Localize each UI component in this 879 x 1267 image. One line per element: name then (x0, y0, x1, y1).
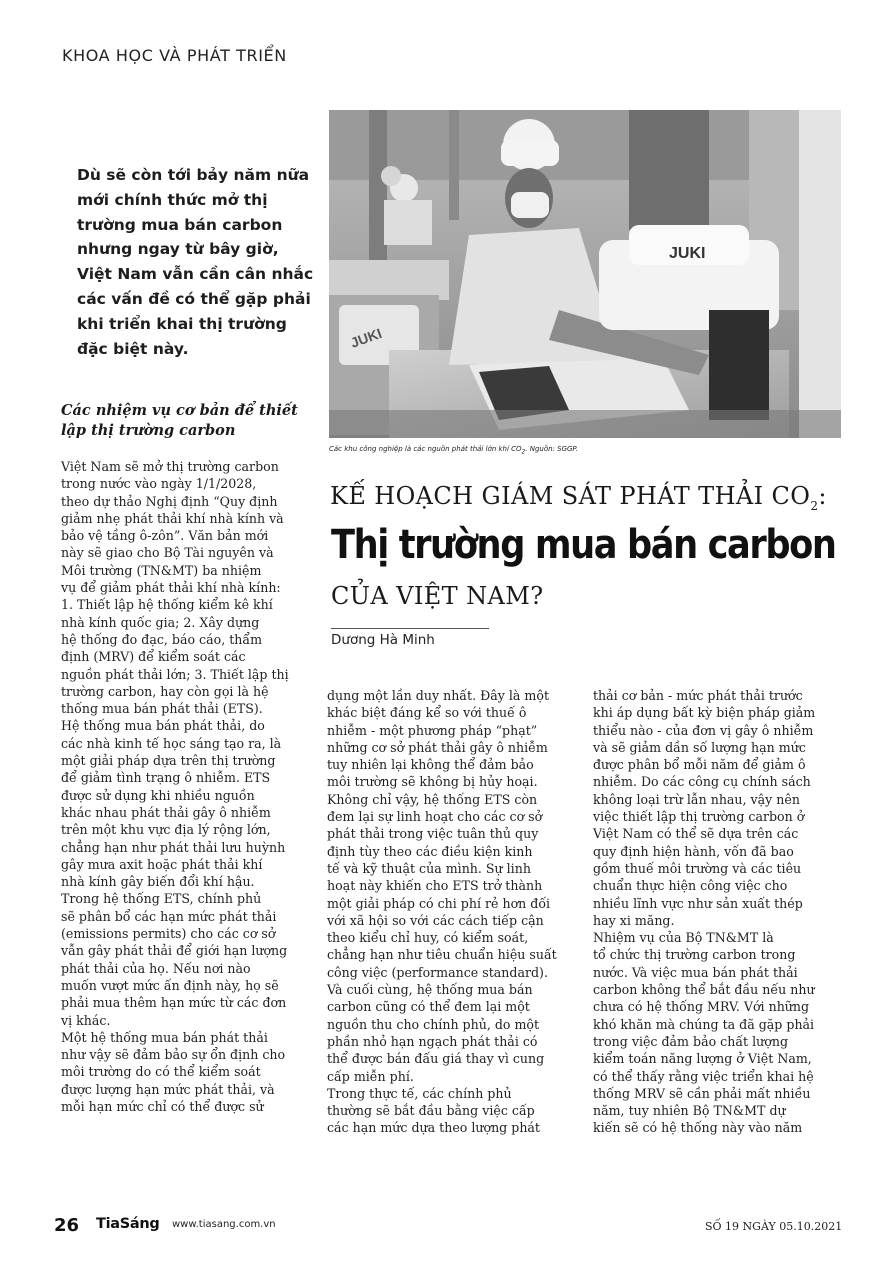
photo-caption: Các khu công nghiệp là các nguồn phát thải lớn khí $CO_2$. Nguồn: SGGP. (329, 445, 578, 456)
machine-brand-right: JUKI (669, 245, 706, 262)
magazine-url: www.tiasang.com.vn (172, 1219, 276, 1230)
body-text-line: Và cuối cùng, hệ thống mua bán (327, 982, 533, 998)
body-text-line: Hệ thống mua bán phát thải, do (61, 718, 265, 734)
body-text-line: cấp miễn phí. (327, 1068, 414, 1084)
body-text-line: 1. Thiết lập hệ thống kiểm kê khí (61, 597, 273, 613)
body-text-line: nguồn thu cho chính phủ, do một (327, 1016, 540, 1032)
body-text-line: định (MRV) để kiểm soát các (61, 649, 246, 665)
body-text-line: thống mua bán phát thải (ETS). (61, 701, 263, 717)
body-text-line: gồm thuế môi trường và các tiêu (593, 860, 802, 876)
body-text-line: mỗi hạn mức chỉ có thể được sử (61, 1098, 264, 1114)
body-text-line: gây mưa axit hoặc phát thải khí (61, 856, 263, 872)
body-text-line: vẫn gây phát thải để giới hạn lượng (61, 943, 288, 959)
body-text-line: trường carbon, hay còn gọi là hệ (61, 683, 269, 699)
body-text-line: trong nước vào ngày 1/1/2028, (61, 476, 257, 492)
body-text-line: một giải pháp có chi phí rẻ hơn đối (327, 895, 551, 911)
body-text-line: tổ chức thị trường carbon trong (593, 947, 796, 963)
body-text-line: đem lại sự linh hoạt cho các cơ sở (327, 809, 543, 825)
body-text-line: Trong thực tế, các chính phủ (327, 1085, 512, 1101)
author-byline: Dương Hà Minh (331, 632, 435, 648)
body-text-line: việc thiết lập thị trường carbon ở (593, 809, 805, 825)
body-text-line: thống MRV sẽ cần phải mất nhiều (593, 1085, 811, 1101)
body-text-line: vị khác. (61, 1012, 111, 1028)
body-text-line: này sẽ giao cho Bộ Tài nguyên và (61, 545, 274, 561)
body-text-line: thải cơ bản - mức phát thải trước (593, 688, 803, 703)
body-text-line: khác nhau phát thải gây ô nhiễm (61, 804, 271, 820)
body-text-line: phải mua thêm hạn mức từ các đơn (61, 995, 287, 1011)
factory-worker-photo (329, 110, 841, 438)
headline-kicker: KẾ HOẠCH GIÁM SÁT PHÁT THẢI $CO_2$: (330, 482, 827, 513)
body-text-line: tế và kỹ thuật của mình. Sự linh (327, 860, 531, 876)
page-number: 26 (54, 1215, 80, 1236)
machine-brand-left: JUKI (348, 324, 384, 351)
body-text-line: những cơ sở phát thải gây ô nhiễm (327, 739, 548, 755)
body-text-line: Một hệ thống mua bán phát thải (61, 1029, 268, 1045)
body-text-line: như vậy sẽ đảm bảo sự ổn định cho (61, 1047, 286, 1063)
section-title: KHOA HỌC VÀ PHÁT TRIỂN (62, 46, 287, 65)
body-text-line: được lượng hạn mức phát thải, và (61, 1081, 275, 1097)
body-column-1 (61, 458, 289, 1115)
body-text-line: Nhiệm vụ của Bộ TN&MT là (593, 930, 774, 946)
body-text-line: chẳng hạn như phát thải lưu huỳnh (61, 839, 286, 855)
body-text-line: để giảm tình trạng ô nhiễm. ETS (61, 770, 271, 786)
body-text-line: thiểu nào - của đơn vị gây ô nhiễm (593, 722, 814, 738)
body-text-line: khó khăn mà chúng ta đã gặp phải (593, 1016, 815, 1032)
issue-info: SỐ 19 NGÀY 05.10.2021 (705, 1220, 843, 1233)
body-text-line: phần nhỏ hạn ngạch phát thải có (327, 1033, 538, 1049)
body-text-line: nhiễm - một phương pháp “phạt” (327, 722, 538, 738)
body-text-line: Không chỉ vậy, hệ thống ETS còn (327, 791, 538, 807)
body-text-line: phát thải của họ. Nếu nơi nào (61, 960, 251, 976)
body-text-line: chưa có hệ thống MRV. Với những (593, 999, 810, 1015)
body-text-line: quy định hiện hành, vốn đã bao (593, 843, 794, 859)
body-text-line: kiểm toán năng lượng ở Việt Nam, (593, 1051, 812, 1067)
body-text-line: các hạn mức dựa theo lượng phát (327, 1120, 540, 1136)
magazine-logo: TiaSáng (96, 1216, 160, 1232)
main-headline: Thị trường mua bán carbon (331, 522, 836, 568)
body-text-line: (emissions permits) cho các cơ sở (61, 926, 276, 942)
body-text-line: hay xi măng. (593, 912, 675, 928)
body-text-line: carbon không thể bắt đầu nếu như (593, 982, 815, 998)
body-text-line: các nhà kinh tế học sáng tạo ra, là (61, 735, 282, 751)
body-text-line: có thể thấy rằng việc triển khai hệ (593, 1068, 814, 1084)
body-text-line: dụng một lần duy nhất. Đây là một (327, 688, 550, 703)
body-text-line: nguồn phát thải lớn; 3. Thiết lập thị (61, 666, 289, 682)
body-text-line: Trong hệ thống ETS, chính phủ (61, 891, 262, 907)
body-text-line: nước. Và việc mua bán phát thải (593, 964, 798, 980)
article-photo (329, 110, 841, 438)
body-text-line: nhà kính quốc gia; 2. Xây dựng (61, 614, 260, 630)
body-text-line: carbon cũng có thể đem lại một (327, 999, 530, 1015)
body-text-line: chẳng hạn như tiêu chuẩn hiệu suất (327, 947, 557, 963)
body-text-line: phát thải trong việc tuân thủ quy (327, 826, 539, 842)
body-column-3 (593, 687, 815, 1137)
body-text-line: hệ thống đo đạc, báo cáo, thẩm (61, 631, 263, 647)
lead-paragraph: Dù sẽ còn tới bảy năm nữa mới chính thức mở thị trường mua bán carbon nhưng ngay từ bây giờ, Việt Nam vẫn cần cân nhắc các vấn đề có thể gặp phải khi triển khai thị trường đặc biệt này. (77, 166, 314, 358)
body-text-line: khi áp dụng bất kỳ biện pháp giảm (593, 705, 816, 721)
body-text-line: thường sẽ bắt đầu bằng việc cấp (327, 1103, 535, 1119)
body-text-line: năm, tuy nhiên Bộ TN&MT dự (593, 1103, 786, 1119)
body-text-line: được phân bổ mỗi năm để giảm ô (593, 757, 806, 773)
body-text-line: nhà kính gây biến đổi khí hậu. (61, 874, 255, 890)
body-text-line: thể được bán đấu giá thay vì cung (327, 1051, 545, 1067)
body-text-line: môi trường sẽ không bị hủy hoại. (327, 774, 538, 790)
body-text-line: chuẩn thực hiện công việc cho (593, 878, 788, 894)
body-text-line: hoạt này khiến cho ETS trở thành (327, 878, 543, 894)
body-text-line: định tùy theo các điều kiện kinh (327, 843, 533, 859)
body-text-line: trong việc đảm bảo chất lượng (593, 1033, 789, 1049)
body-text-line: Việt Nam có thể sẽ dựa trên các (593, 826, 799, 842)
body-text-line: vụ để giảm phát thải khí nhà kính: (61, 580, 281, 596)
body-text-line: một giải pháp dựa trên thị trường (61, 753, 276, 769)
body-text-line: sẽ phân bổ các hạn mức phát thải (61, 908, 277, 924)
body-text-line: giảm nhẹ phát thải khí nhà kính và (61, 510, 284, 526)
body-text-line: được sử dụng khi nhiều nguồn (61, 787, 255, 803)
body-text-line: Môi trường (TN&MT) ba nhiệm (61, 562, 262, 578)
body-text-line: không loại trừ lẫn nhau, vậy nên (593, 791, 800, 807)
section-subheading: Các nhiệm vụ cơ bản để thiết lập thị trường carbon (61, 402, 298, 439)
body-text-line: tuy nhiên lại không thể đảm bảo (327, 757, 534, 773)
body-text-line: Việt Nam sẽ mở thị trường carbon (61, 459, 279, 474)
body-column-2 (327, 687, 557, 1137)
body-text-line: công việc (performance standard). (327, 964, 548, 980)
body-text-line: bảo vệ tầng ô-zôn”. Văn bản mới (61, 528, 269, 544)
body-text-line: kiến sẽ có hệ thống này vào năm (593, 1120, 803, 1136)
body-text-line: môi trường do có thể kiểm soát (61, 1064, 261, 1080)
author-divider (331, 628, 489, 629)
body-text-line: nhiễm. Do các công cụ chính sách (593, 774, 811, 790)
body-text-line: và sẽ giảm dần số lượng hạn mức (593, 739, 806, 755)
headline-tail: CỦA VIỆT NAM? (331, 582, 544, 610)
body-text-line: trên một khu vực địa lý rộng lớn, (61, 822, 271, 838)
body-text-line: với xã hội so với các cách tiếp cận (327, 912, 544, 928)
body-text-line: khác biệt đáng kể so với thuế ô (327, 705, 527, 721)
body-text-line: muốn vượt mức ấn định này, họ sẽ (61, 977, 279, 993)
body-text-line: theo dự thảo Nghị định “Quy định (61, 493, 278, 509)
body-text-line: theo kiểu chỉ huy, có kiểm soát, (327, 930, 529, 946)
body-text-line: nhiều lĩnh vực như sản xuất thép (593, 895, 803, 911)
